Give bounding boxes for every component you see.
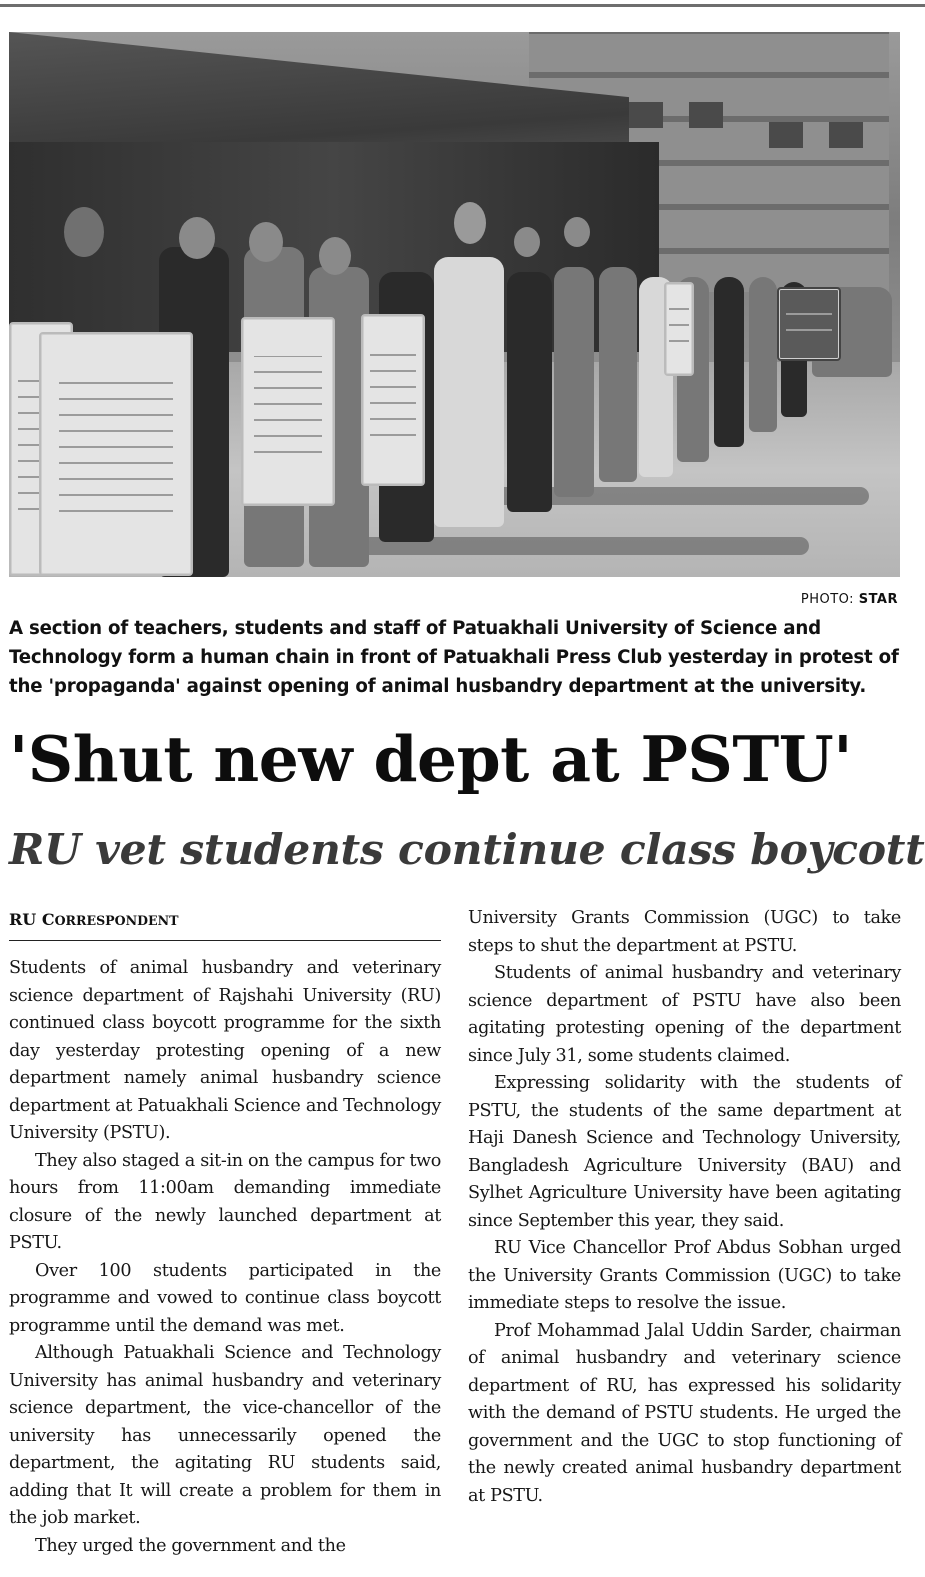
byline-smallcaps: ORRESPONDENT xyxy=(54,913,179,928)
news-photo xyxy=(9,32,900,577)
article-paragraph: Expressing solidarity with the students of PSTU, the students of the same department at Haji Danesh Science and Technology University, Bangladesh Agriculture University (BAU) and Sylhet Agriculture University have been agitating since September this year, they said. xyxy=(468,1073,901,1231)
photo-window xyxy=(629,102,663,128)
photo-head xyxy=(64,207,104,257)
article-paragraph: Over 100 students participated in the programme and vowed to continue class boycott programme until the demand was met. xyxy=(9,1260,441,1336)
article-paragraph: Although Patuakhali Science and Technology University has animal husbandry and veterinary science department, the vice-chancellor of the university has unnecessarily opened the department, the agitating RU students said, adding that It will create a problem for them in the job market. xyxy=(9,1343,441,1528)
photo-head xyxy=(249,222,283,262)
photo-head xyxy=(319,237,351,275)
headline: 'Shut new dept at PSTU' xyxy=(9,722,853,796)
article-paragraph: They also staged a sit-in on the campus for two hours from 11:00am demanding immediate closure of the newly launched department at PSTU. xyxy=(9,1150,441,1253)
photo-head xyxy=(454,202,486,244)
photo-credit-source: STAR xyxy=(858,592,898,607)
photo-placard xyxy=(361,314,425,486)
photo-placard xyxy=(241,317,335,506)
photo-person xyxy=(749,277,777,432)
byline xyxy=(9,908,439,933)
photo-head xyxy=(179,217,215,259)
byline-rule xyxy=(9,940,441,941)
article-paragraph: They urged the government and the xyxy=(35,1535,346,1556)
photo-person xyxy=(599,267,637,482)
article-paragraph: University Grants Commission (UGC) to take steps to shut the department at PSTU. xyxy=(468,908,901,956)
photo-person xyxy=(507,272,552,512)
article-paragraph: Students of animal husbandry and veterinary science department of PSTU have also been agitating protesting opening of the department since July 31, some students claimed. xyxy=(468,963,901,1066)
photo-person xyxy=(434,257,504,527)
photo-placard xyxy=(39,332,193,576)
article-paragraph: Prof Mohammad Jalal Uddin Sarder, chairman of animal husbandry and veterinary science department of RU, has expressed his solidarity with the demand of PSTU students. He urged the government and the UGC to stop functioning of the newly created animal husbandry department at PSTU. xyxy=(468,1320,901,1506)
article-column-left xyxy=(9,955,441,1560)
photo-head xyxy=(564,217,590,247)
photo-credit xyxy=(801,592,898,607)
photo-caption: A section of teachers, students and staff of Patuakhali University of Science and Technology form a human chain in front of Patuakhali Press Club yesterday in protest of the 'propaganda' against opening of animal husbandry department at the university. xyxy=(9,618,899,697)
article-paragraph: RU Vice Chancellor Prof Abdus Sobhan urged the University Grants Commission (UGC) to take immediate steps to resolve the issue. xyxy=(468,1238,901,1313)
top-rule xyxy=(0,4,925,7)
photo-head xyxy=(514,227,540,257)
photo-person xyxy=(714,277,744,447)
photo-credit-label: PHOTO: xyxy=(800,592,855,607)
photo-window xyxy=(829,122,863,148)
article-paragraph: Students of animal husbandry and veterinary science department of Rajshahi University (RU) continued class boycott programme for the sixth day yesterday protesting opening of a new department namely animal husbandry science department at Patuakhali Science and Technology University (PSTU). xyxy=(9,958,441,1143)
article-column-right xyxy=(468,905,901,1510)
byline-initials: RU xyxy=(9,910,37,929)
byline-initial: C xyxy=(41,910,55,929)
photo-window xyxy=(769,122,803,148)
photo-placard xyxy=(664,282,694,376)
photo-window xyxy=(689,102,723,128)
subheadline: RU vet students continue class boycott xyxy=(9,825,925,875)
photo-person xyxy=(554,267,594,497)
photo-banner xyxy=(777,287,841,361)
